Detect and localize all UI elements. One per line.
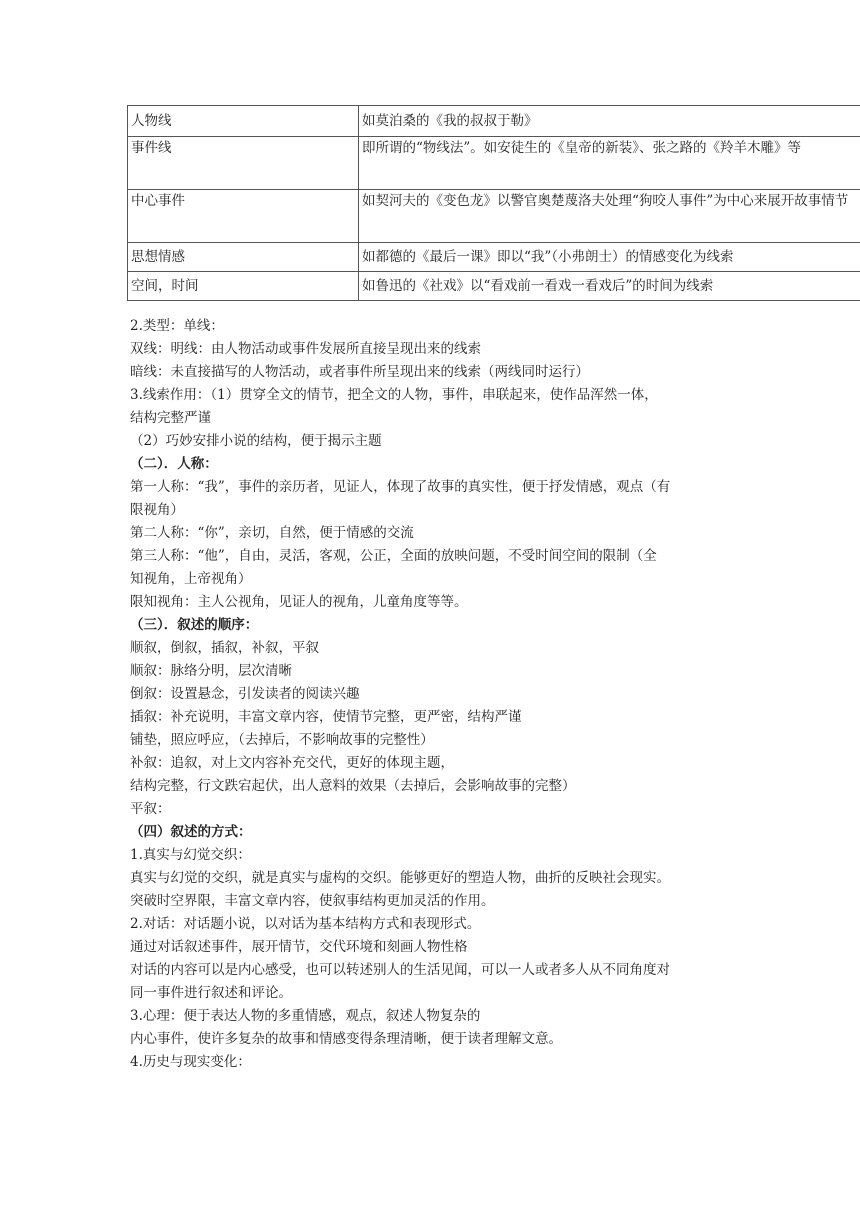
table-cell-label: 中心事件 (128, 190, 359, 243)
table-cell-label: 空间，时间 (128, 272, 359, 301)
text-line: 倒叙：设置悬念，引发读者的阅读兴趣 (130, 686, 360, 702)
text-line: 暗线：未直接描写的人物活动，或者事件所呈现出来的线索（两线同时运行） (130, 364, 589, 380)
text-line: 结构完整，行文跌宕起伏，出人意料的效果（去掉后，会影响故事的完整） (130, 778, 576, 794)
text-line: 通过对话叙述事件，展开情节，交代环境和刻画人物性格 (130, 939, 468, 955)
text-line: 平叙： (130, 801, 171, 817)
section-heading: （二）．人称： (130, 456, 218, 472)
text-line: 双线：明线：由人物活动或事件发展所直接呈现出来的线索 (130, 341, 481, 357)
table-row (128, 272, 860, 301)
table-cell-label: 思想情感 (128, 243, 359, 272)
table-cell-desc: 如都德的《最后一课》即以“我”（小弗朗士）的情感变化为线索 (359, 243, 860, 272)
text-line: 补叙：追叙，对上文内容补充交代，更好的体现主题， (130, 755, 454, 771)
text-line: 4.历史与现实变化： (130, 1054, 251, 1070)
text-line: 限知视角：主人公视角，见证人的视角，儿童角度等等。 (130, 594, 468, 610)
text-line: 知视角，上帝视角） (130, 571, 252, 587)
text-line: 内心事件，使许多复杂的故事和情感变得条理清晰，便于读者理解文意。 (130, 1031, 562, 1047)
text-line: 铺垫，照应呼应，（去掉后，不影响故事的完整性） (130, 732, 434, 748)
table-cell-desc: 即所谓的“物线法”。如安徒生的《皇帝的新装》、张之路的《羚羊木雕》等 (359, 137, 860, 190)
text-line: 真实与幻觉的交织，就是真实与虚构的交织。能够更好的塑造人物，曲折的反映社会现实。 (130, 870, 670, 886)
text-line: 结构完整严谨 (130, 410, 211, 426)
table-row (128, 106, 860, 137)
clue-type-table (127, 105, 860, 301)
table-cell-label: 事件线 (128, 137, 359, 190)
text-line: 顺叙，倒叙，插叙，补叙，平叙 (130, 640, 319, 656)
table-row (128, 137, 860, 190)
text-line: 顺叙：脉络分明，层次清晰 (130, 663, 292, 679)
text-line: 1.真实与幻觉交织： (130, 847, 251, 863)
text-line: 限视角） (130, 502, 184, 518)
section-heading: （三）．叙述的顺序： (130, 617, 259, 633)
text-line: 对话的内容可以是内心感受，也可以转述别人的生活见闻，可以一人或者多人从不同角度对 (130, 962, 670, 978)
text-line: （2）巧妙安排小说的结构，便于揭示主题 (130, 433, 382, 449)
table-row (128, 243, 860, 272)
text-line: 插叙：补充说明，丰富文章内容，使情节完整，更严密，结构严谨 (130, 709, 522, 725)
table-row (128, 190, 860, 243)
table-cell-desc: 如契河夫的《变色龙》以警官奥楚蔑洛夫处理“狗咬人事件”为中心来展开故事情节 (359, 190, 860, 243)
text-line: 第一人称：“我”，事件的亲历者，见证人，体现了故事的真实性，便于抒发情感，观点（有 (130, 479, 671, 495)
table-cell-desc: 如鲁迅的《社戏》以“看戏前一看戏一看戏后”的时间为线索 (359, 272, 860, 301)
text-line: 2.对话：对话题小说，以对话为基本结构方式和表现形式。 (130, 916, 481, 932)
text-line: 突破时空界限，丰富文章内容，使叙事结构更加灵活的作用。 (130, 893, 495, 909)
text-line: 3.心理：便于表达人物的多重情感，观点，叙述人物复杂的 (130, 1008, 481, 1024)
body-text (130, 315, 745, 1074)
table-cell-label: 人物线 (128, 106, 359, 137)
table-cell-desc: 如莫泊桑的《我的叔叔于勒》 (359, 106, 860, 137)
text-line: 3.线索作用：（1）贯穿全文的情节，把全文的人物，事件，串联起来，使作品浑然一体， (130, 387, 658, 403)
section-heading: （四）叙述的方式： (130, 824, 252, 840)
text-line: 2.类型：单线： (130, 318, 224, 334)
text-line: 第三人称：“他”，自由，灵活，客观，公正，全面的放映问题，不受时间空间的限制（全 (130, 548, 657, 564)
text-line: 第二人称：“你”，亲切，自然，便于情感的交流 (130, 525, 414, 541)
text-line: 同一事件进行叙述和评论。 (130, 985, 292, 1001)
